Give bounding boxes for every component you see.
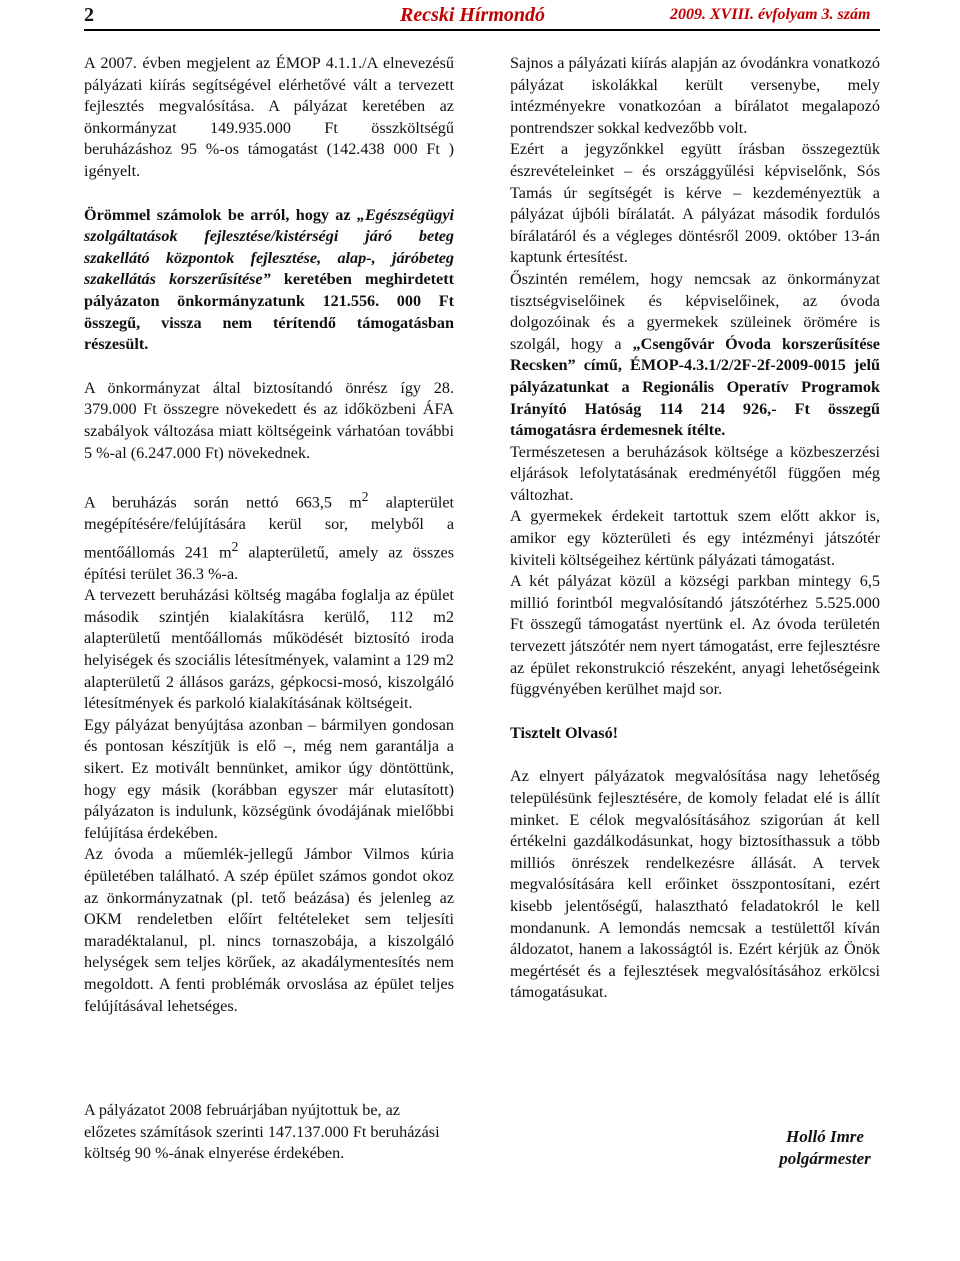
right-paragraph-2: Ezért a jegyzőnkkel együtt írásban összegeztük észrevételeinket – és országgyűlési képviselőnk, Sós Tamás úr segítségét is kérve – kezdeményeztük a pályázat újbóli bírálatát. A pályázat második fordulós bírálatáról és a végleges döntésről 2009. október 13-án kaptunk értesítést. [510, 140, 880, 267]
left-paragraph-8: A pályázatot 2008 februárjában nyújtottuk be, az előzetes számítások szerinti 147.137.000 Ft beruházási költség 90 %-ának elnyerése érdekében. [84, 1101, 440, 1163]
page-header [84, 0, 880, 32]
left-paragraph-5: A tervezett beruházási költség magába foglalja az épület második szintjén kialakításra kerülő, 112 m2 alapterületű mentőállomás működését biztosító iroda helyiségek és szociális létesítmények, valamint a 129 m2 alapterületű 2 állásos garázs, gépkocsi-mosó, kiszolgáló létesítmények és parkoló kialakításának költségeit. [84, 586, 454, 713]
left-paragraph-6: Egy pályázat benyújtása azonban – bármilyen gondosan és pontosan készítjük is elő –, még nem garantálja a sikert. Ez motivált bennünket, amikor úgy döntöttünk, hogy egy másik (korábban egyszer már elutasított) pályázaton is indulunk, községünk óvodájának mielőbbi felújítása érdekében. [84, 715, 454, 842]
signature-role: polgármester [779, 1149, 871, 1168]
newspaper-title: Recski Hírmondó [400, 4, 546, 26]
right-paragraph-6: A két pályázat közül a községi parkban mintegy 6,5 millió forintból megvalósítandó játszótérhez 5.525.000 Ft összegű támogatást nyertünk el. Az óvoda területén tervezett játszótér nem nyert támogatást, erre fejlesztésre az épület rekonstrukció részeként, anyagi lehetőségeink függvényében kerülhet majd sor. [510, 572, 880, 699]
announcement-rest: keretében meghirdetett pályázaton önkormányzatunk 121.556. 000 Ft összegű, vissza nem térítendő támogatásban részesült. [84, 270, 454, 354]
left-paragraph-2 [84, 205, 454, 356]
page-number: 2 [84, 4, 94, 26]
right-paragraph-7: Az elnyert pályázatok megvalósítása nagy lehetőség településünk fejlesztésére, de komoly feladat elé is állít minket. E célok megvalósításához szigorúan át kell értékelni gazdálkodásunkat, hogy biztosíthassuk a több milliós önrészek rendelkezésre állását. A tervek megvalósítására kell erőinket összpontosítani, ezért kisebb jelentőségű, halasztható feladatokról le kell mondanunk. A lemondás nemcsak a testülettől kíván áldozatot, hanem a lakosságtól is. Ezért kérjük az Önök megértését és a fejlesztések megvalósításához erkölcsi támogatásukat. [510, 767, 880, 1002]
left-paragraph-4: A beruházás során nettó 663,5 $m^2$ alapterület megépítésére/felújítására kerül sor, melyből a mentőállomás 241 $m^2$ alapterületű, amely az összes építési terület 36.3 %-a. [84, 489, 455, 583]
greeting: Tisztelt Olvasó! [510, 723, 619, 742]
program-title: „Egészségügyi szolgáltatások fejlesztése/kistérségi járó beteg szakellátó központok fejlesztése, alap-, járóbeteg szakellátás korszerűsítése” [84, 205, 454, 289]
left-paragraph-7: Az óvoda a műemlék-jellegű Jámbor Vilmos kúria épületében található. A szép épület számos gondot okoz az önkormányzatnak (pl. tető beázása) és jelenleg az OKM rendeletben előírt feltételeket sem teljesíti maradéktalanul, pl. nincs tornaszobája, a kiszolgáló helységek sem teljes körűek, az akadálymentesítés nem megoldott. A fenti problémák orvoslása az épület teljes felújításával lehetséges. [84, 845, 454, 1015]
right-paragraph-3: Őszintén remélem, hogy nemcsak az önkormányzat tisztségviselőinek és képviselőinek, az óvoda dolgozóinak és a gyermekek szüleinek örömére is szolgál, hogy a „Csengővár Óvoda korszerűsítése Recsken” című, ÉMOP-4.3.1/2/2F-2f-2009-0015 jelű pályázatunkat a Regionális Operatív Programok Irányító Hatóság 114 214 926,- Ft összegű támogatásra érdemesnek ítélte. [510, 269, 880, 440]
header-rule [84, 29, 880, 31]
signature-name: Holló Imre [786, 1127, 864, 1146]
kindergarten-grant-title: „Csengővár Óvoda korszerűsítése Recsken” című, ÉMOP-4.3.1/2/2F-2f-2009-0015 jelű pályázatunkat a Regionális Operatív Programok Irányító Hatóság 114 214 926,- Ft összegű támogatásra érdemesnek ítélte. [510, 334, 880, 440]
signature [760, 1126, 890, 1170]
issue-info: 2009. XVIII. évfolyam 3. szám [670, 6, 871, 23]
announcement-intro: Örömmel számolok be arról, hogy az [84, 205, 357, 224]
right-paragraph-1: Sajnos a pályázati kiírás alapján az óvodánkra vonatkozó pályázat iskolákkal került versenybe, mely intézményekre vonatkozóan a bírálatot megalapozó pontrendszer sokkal kedvezőbb volt. [510, 54, 880, 137]
right-paragraph-5: A gyermekek érdekeit tartottuk szem előtt akkor is, amikor egy közterületi és egy intézményi játszótér kiviteli költségeihez kértünk pályázati támogatást. [510, 507, 880, 569]
left-paragraph-1: A 2007. évben megjelent az ÉMOP 4.1.1./A elnevezésű pályázati kiírás segítségével elérhetővé vált a tervezett fejlesztés megvalósítása. A pályázat keretében az önkormányzat 149.935.000 Ft összköltségű beruházáshoz 95 %-os támogatást (142.438 000 Ft ) igényelt. [84, 54, 454, 180]
right-paragraph-4: Természetesen a beruházások költsége a közbeszerzési eljárások lefolytatásának eredményétől függően még változhat. [510, 442, 880, 504]
right-column [510, 53, 880, 1026]
left-paragraph-3: A önkormányzat által biztosítandó önrész így 28. 379.000 Ft összegre növekedett és az időközbeni ÁFA szabályok változása miatt költségeink várhatóan további 5 %-al (6.247.000 Ft) növekednek. [84, 378, 454, 462]
left-column [84, 53, 454, 1017]
